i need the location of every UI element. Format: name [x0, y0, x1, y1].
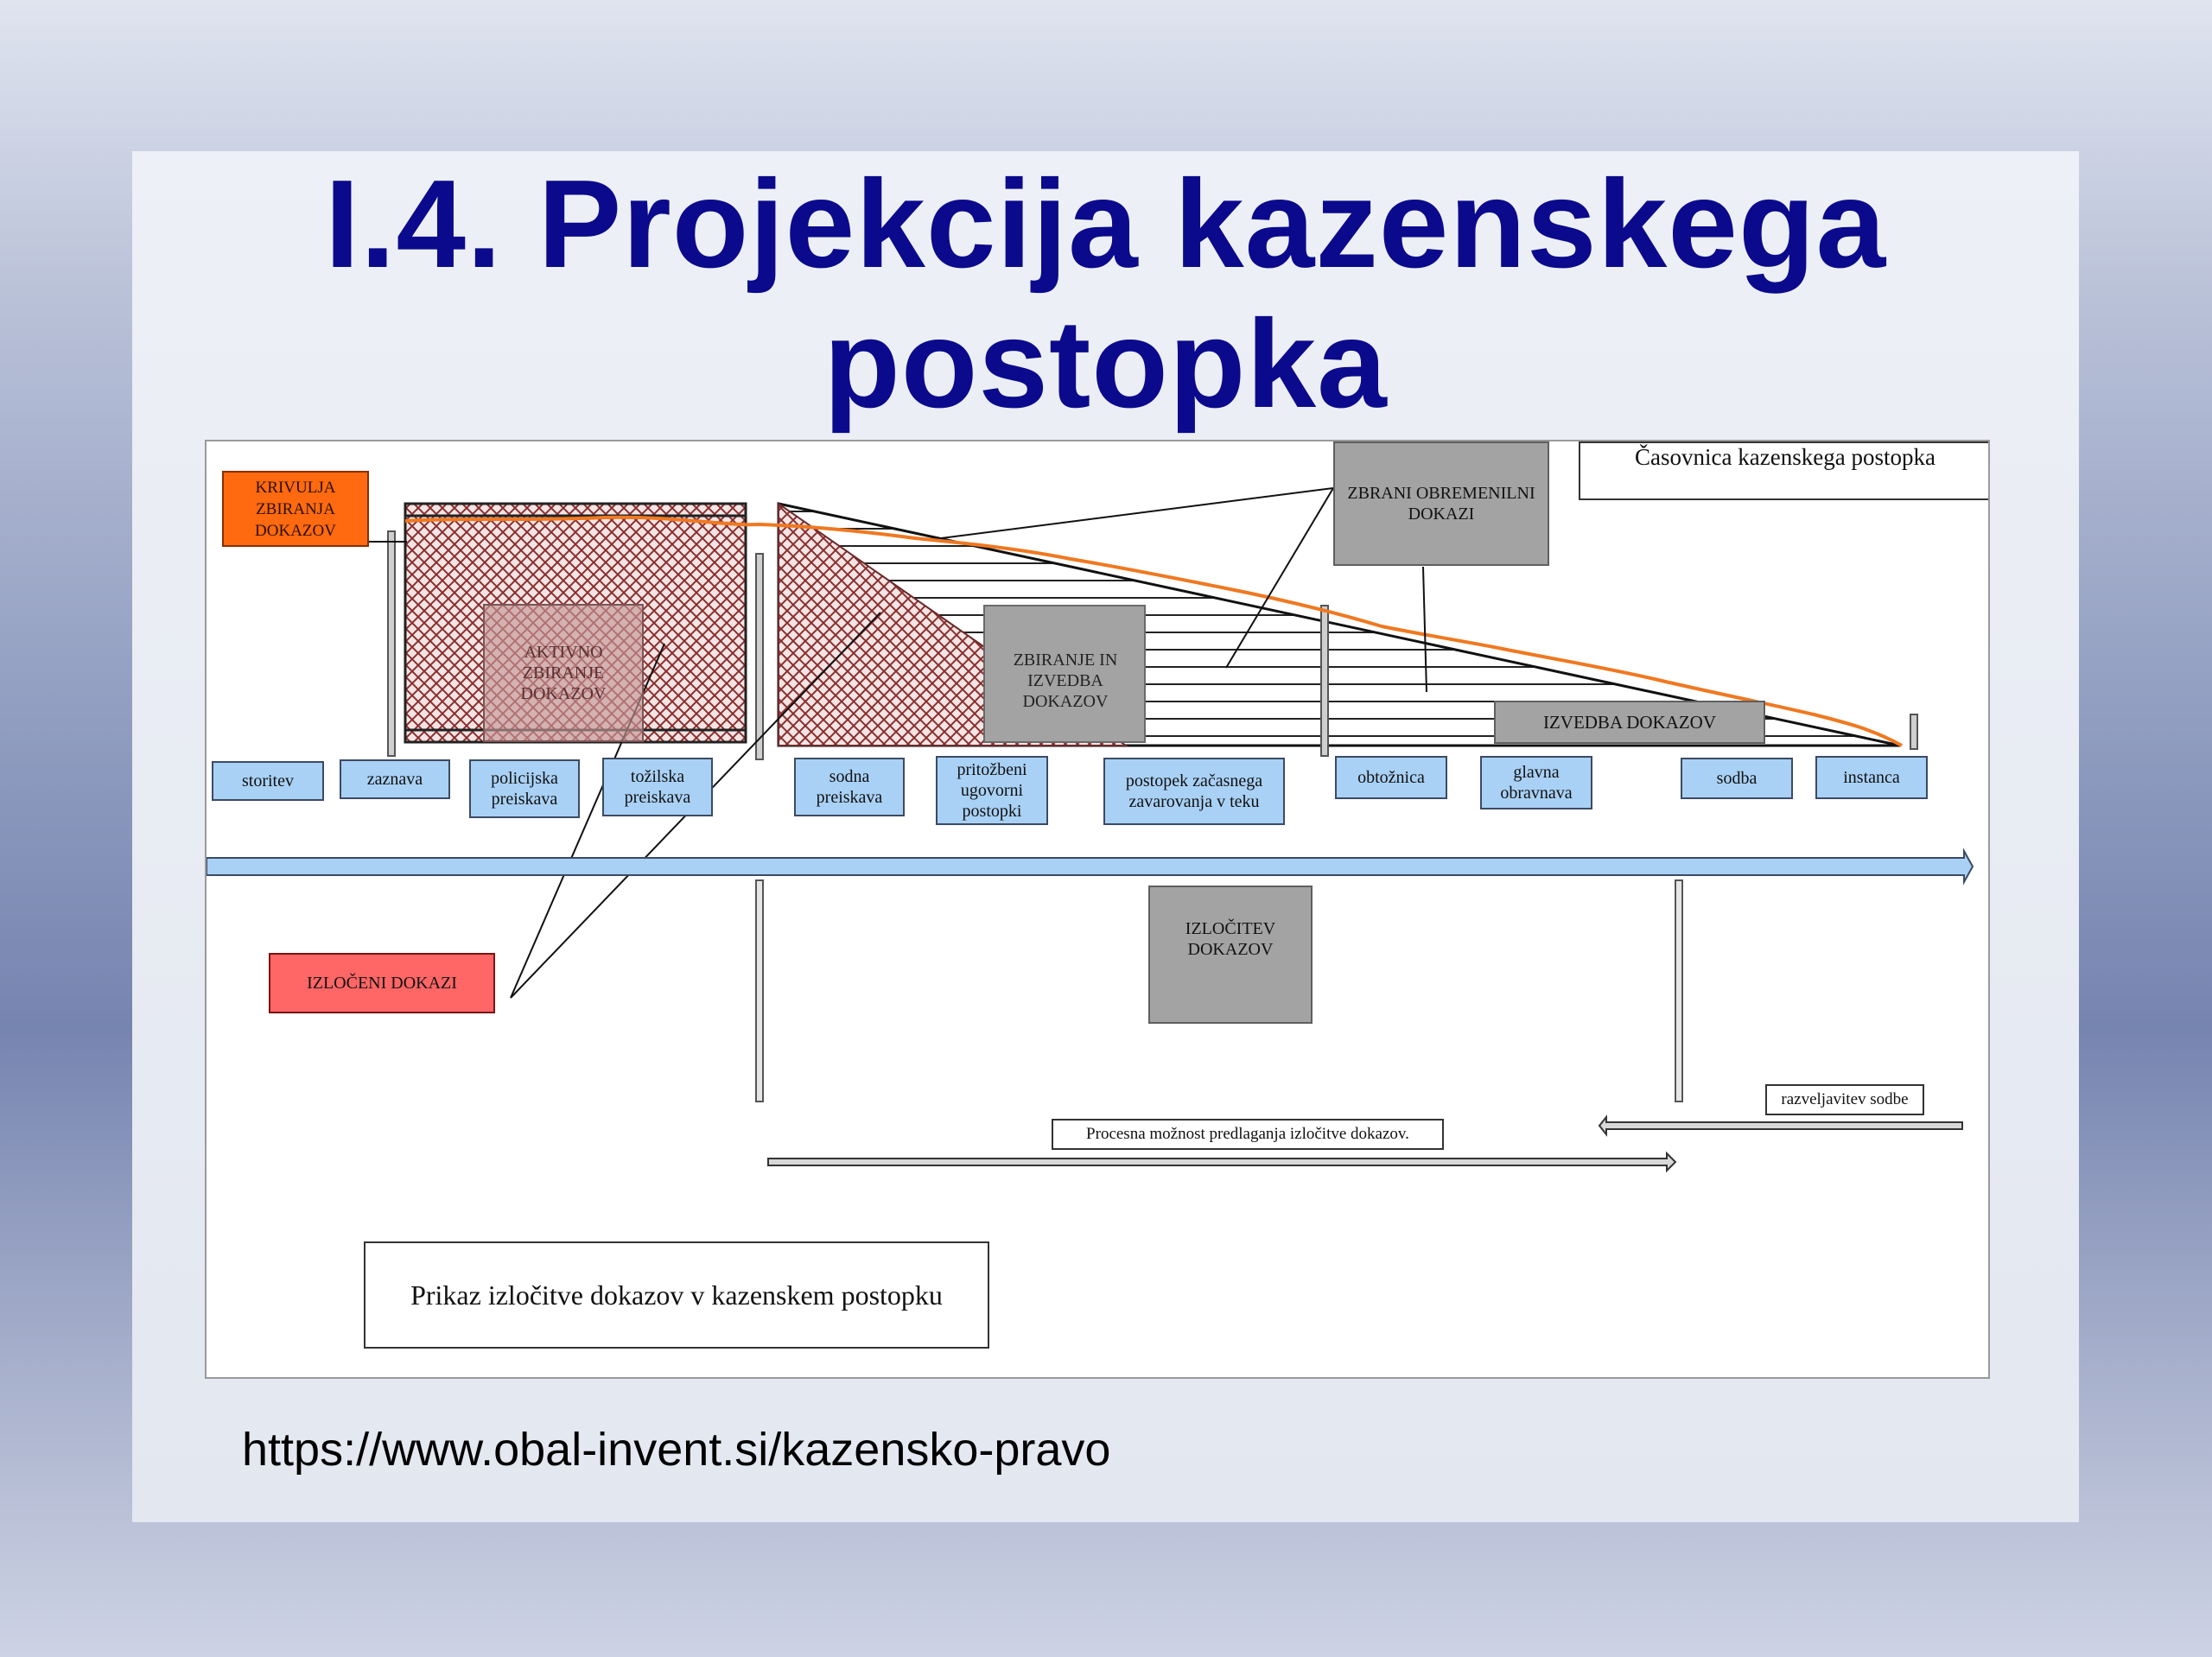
collected-incriminating-label: ZBRANI OBREMENILNI DOKAZI: [1333, 441, 1549, 566]
procedure-diagram: [205, 440, 1990, 1379]
active-collection-label: AKTIVNO ZBIRANJE DOKAZOV: [483, 604, 644, 742]
diagram-caption: Prikaz izločitve dokazov v kazenskem postopku: [364, 1241, 989, 1349]
stage-zaznava: zaznava: [340, 759, 450, 799]
stage-sodba: sodba: [1681, 758, 1793, 799]
evidence-execution-label: IZVEDBA DOKAZOV: [1494, 701, 1765, 744]
separator-bar: [1675, 880, 1682, 1101]
timeline-arrow: [207, 851, 1973, 882]
stage-obtoznica: obtožnica: [1335, 756, 1447, 799]
separator-bar: [388, 531, 395, 756]
stage-glavna-obravnava: glavna obravnava: [1480, 756, 1592, 809]
collection-execution-label: ZBIRANJE IN IZVEDBA DOKAZOV: [1013, 651, 1118, 711]
separator-bar: [1910, 714, 1917, 749]
separator-bar: [756, 554, 763, 759]
procedural-arrow: [768, 1153, 1675, 1171]
stage-tozilska-preiskava: tožilska preiskava: [602, 758, 713, 816]
excluded-evidence-label: IZLOČENI DOKAZI: [269, 953, 495, 1013]
title-line-1: I.4. Projekcija kazenskega: [324, 154, 1887, 294]
stage-instanca: instanca: [1815, 756, 1928, 799]
separator-bar: [1321, 606, 1328, 756]
stage-pritozbeni-postopki: pritožbeni ugovorni postopki: [936, 756, 1048, 825]
title-line-2: postopka: [823, 294, 1388, 434]
separator-bar: [756, 880, 763, 1101]
stage-storitev: storitev: [212, 761, 324, 801]
source-url: https://www.obal-invent.si/kazensko-pravo: [242, 1424, 1111, 1476]
slide-title: [132, 154, 2079, 434]
annulment-label: razveljavitev sodbe: [1765, 1084, 1924, 1115]
stage-zacasno-zavarovanje: postopek začasnega zavarovanja v teku: [1103, 758, 1285, 825]
timeline-title: Časovnica kazenskega postopka: [1579, 441, 1990, 500]
stage-sodna-preiskava: sodna preiskava: [794, 758, 905, 816]
stage-policijska-preiskava: policijska preiskava: [469, 759, 580, 818]
diagram-graphics: [207, 441, 1990, 1379]
annulment-arrow: [1599, 1117, 1962, 1134]
procedural-possibility-label: Procesna možnost predlaganja izločitve dokazov.: [1052, 1119, 1444, 1150]
curve-label: KRIVULJA ZBIRANJA DOKAZOV: [222, 471, 369, 547]
exclusion-label: IZLOČITEV DOKAZOV: [1148, 886, 1313, 1024]
